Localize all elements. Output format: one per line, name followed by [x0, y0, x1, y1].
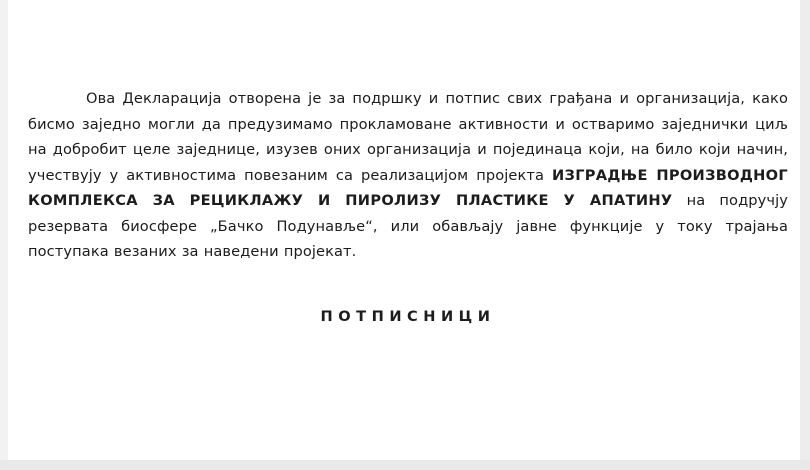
paragraph-tail-text: на подручју резервата биосфере „Бачко Подунавље“, или обављају јавне функције у току трајања поступака везаних за наведени пројекат.	[28, 192, 788, 260]
page-left-edge	[0, 0, 8, 470]
signatories-heading: ПОТПИСНИЦИ	[320, 308, 496, 325]
document-content	[28, 86, 788, 325]
project-name-emphasis: ИЗГРАДЊЕ ПРОИЗВОДНОГ КОМПЛЕКСА ЗА РЕЦИКЛАЖУ И ПИРОЛИЗУ ПЛАСТИКЕ У АПАТИНУ	[28, 166, 788, 209]
paragraph-lead-text: Ова Декларација отворена је за подршку и потпис свих грађана и организација, како бисмо заједно могли да предузимамо прокламоване активности и остваримо заједнички циљ на добробит целе заједнице, изузев оних организација и појединаца који, на било који начин, учествују у активностима повезаним са реализацијом пројекта	[28, 90, 788, 184]
page-bottom-edge	[0, 460, 810, 470]
declaration-paragraph	[28, 86, 788, 265]
page-right-edge	[800, 0, 810, 470]
